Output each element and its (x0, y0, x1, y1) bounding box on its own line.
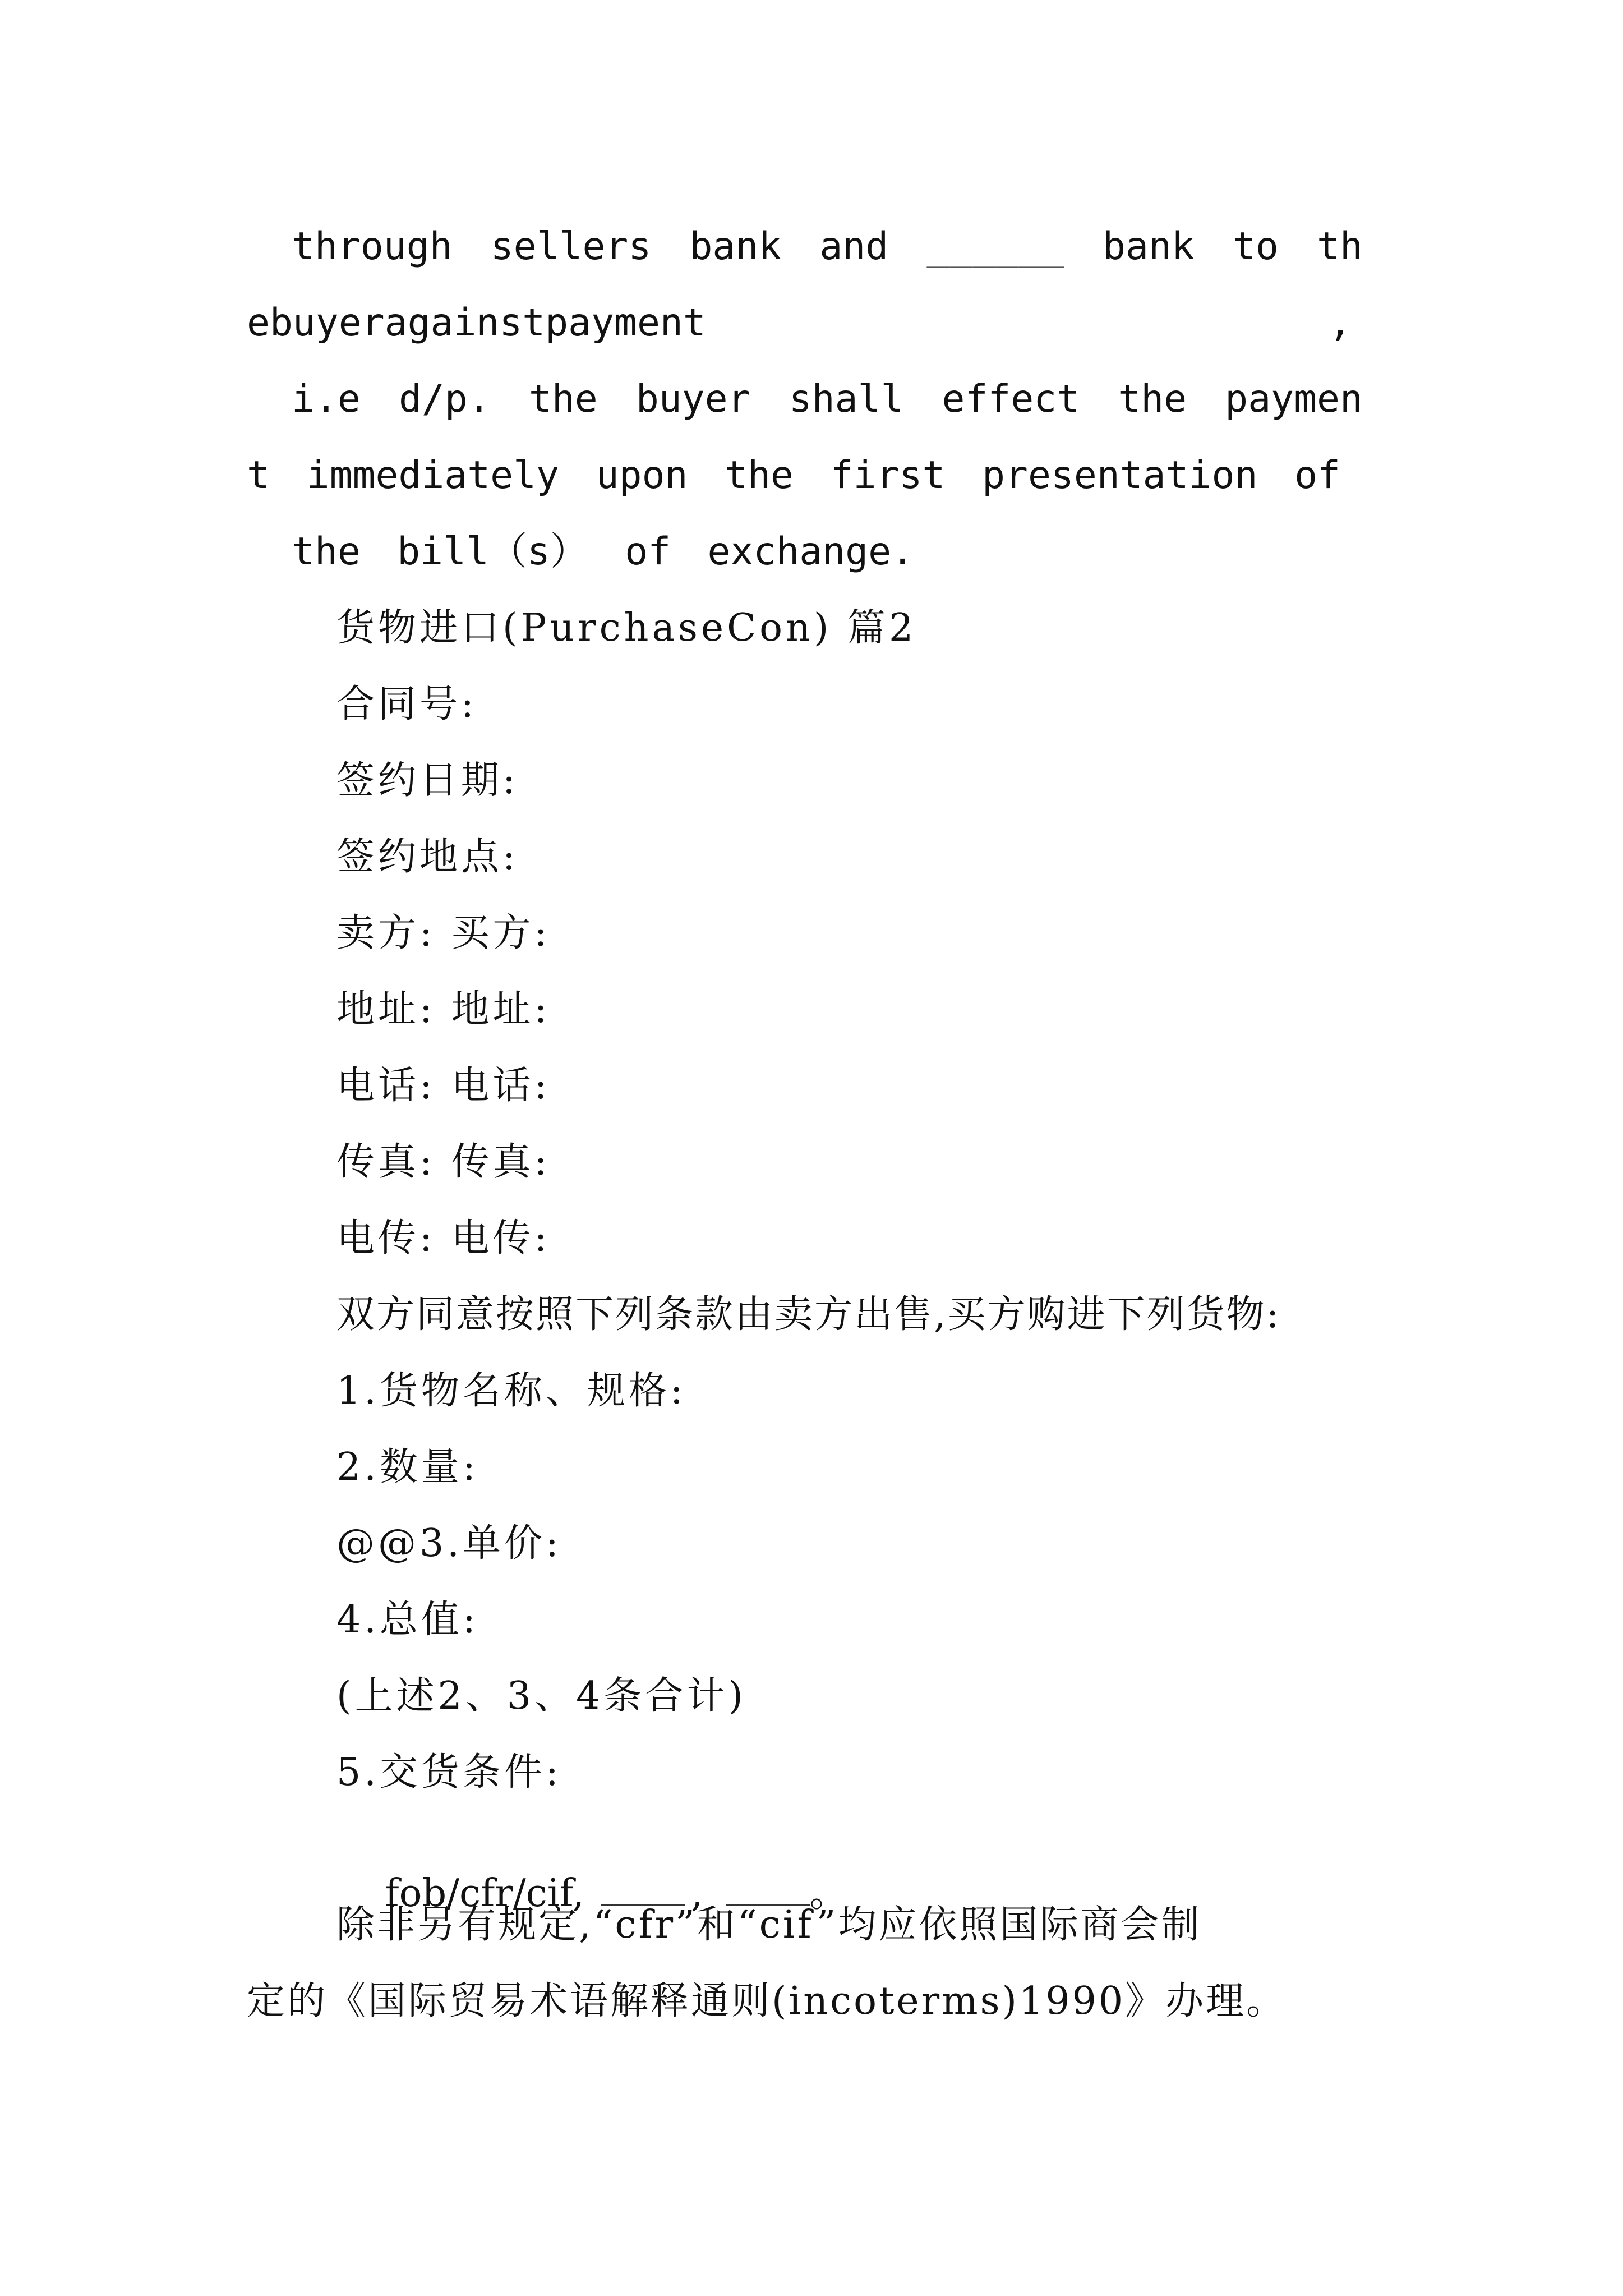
blank-line: ______ (926, 224, 1064, 269)
word: buyer (635, 377, 751, 421)
clause-line-2 (247, 301, 1363, 346)
word: bank (689, 224, 782, 269)
word: against (384, 301, 546, 345)
terms-blank-2 (726, 1874, 810, 1906)
word: the (725, 453, 794, 498)
agreement-statement: 双方同意按照下列条款由卖方出售,买方购进下列货物: (336, 1292, 1281, 1337)
telex-label: 电传: 电传: (336, 1216, 551, 1260)
sign-place-label: 签约地点: (336, 835, 519, 879)
clause-line-5 (292, 530, 914, 574)
item-5-label: 5.交货条件: (336, 1750, 562, 1795)
incoterms-paragraph-line-2: 定的《国际贸易术语解释通则(incoterms)1990》办理。 (247, 1979, 1287, 2023)
fax-label: 传真: 传真: (336, 1140, 551, 1184)
terms-end: 。 (809, 1871, 848, 1916)
clause-line-3 (292, 377, 1363, 422)
word: sellers (490, 224, 652, 269)
terms-prefix: fob/cfr/cif, (385, 1871, 584, 1916)
word: effect (942, 377, 1080, 421)
address-label: 地址: 地址: (336, 987, 551, 1032)
word: the (528, 377, 598, 421)
word: of (1294, 453, 1340, 498)
word: buyer (269, 301, 385, 345)
clause-line-1 (292, 224, 1363, 269)
item-4-note: (上述2、3、4条合计) (336, 1674, 746, 1718)
word: , (1329, 301, 1352, 345)
word: shall (789, 377, 904, 421)
seller-buyer-label: 卖方: 买方: (336, 911, 551, 955)
word: first (830, 453, 946, 498)
word: th (1317, 224, 1363, 269)
clause-line-4 (247, 453, 1340, 498)
word: payment (545, 301, 706, 345)
delivery-terms-line (336, 1826, 848, 1916)
contract-number-label: 合同号: (336, 682, 477, 726)
phone-label: 电话: 电话: (336, 1064, 551, 1108)
item-1-label: 1.货物名称、规格: (336, 1369, 686, 1413)
item-3-label: @@3.单价: (336, 1521, 562, 1566)
word: d/p. (398, 377, 491, 421)
section-heading: 货物进口(PurchaseCon) 篇2 (336, 606, 917, 650)
terms-separator: , (690, 1871, 703, 1916)
word: and (819, 224, 889, 269)
word: of (625, 530, 671, 574)
word: immediately (306, 453, 559, 498)
word: paymen (1225, 377, 1363, 421)
terms-blank-1 (601, 1874, 685, 1906)
sign-date-label: 签约日期: (336, 758, 519, 803)
word: bill（s） (397, 530, 588, 574)
word: presentation (982, 453, 1258, 498)
word: through (292, 224, 453, 269)
word: exchange. (707, 530, 914, 574)
incoterms-paragraph-line-1: 除非另有规定,“cfr”和“cif”均应依照国际商会制 (336, 1903, 1202, 1947)
word: upon (596, 453, 688, 498)
word: the (292, 530, 361, 574)
word: bank (1103, 224, 1195, 269)
item-2-label: 2.数量: (336, 1445, 479, 1489)
word: e (247, 301, 270, 345)
word: to (1233, 224, 1279, 269)
word: i.e (292, 377, 361, 421)
word: t (247, 453, 270, 498)
word: the (1118, 377, 1187, 421)
item-4-label: 4.总值: (336, 1598, 479, 1642)
